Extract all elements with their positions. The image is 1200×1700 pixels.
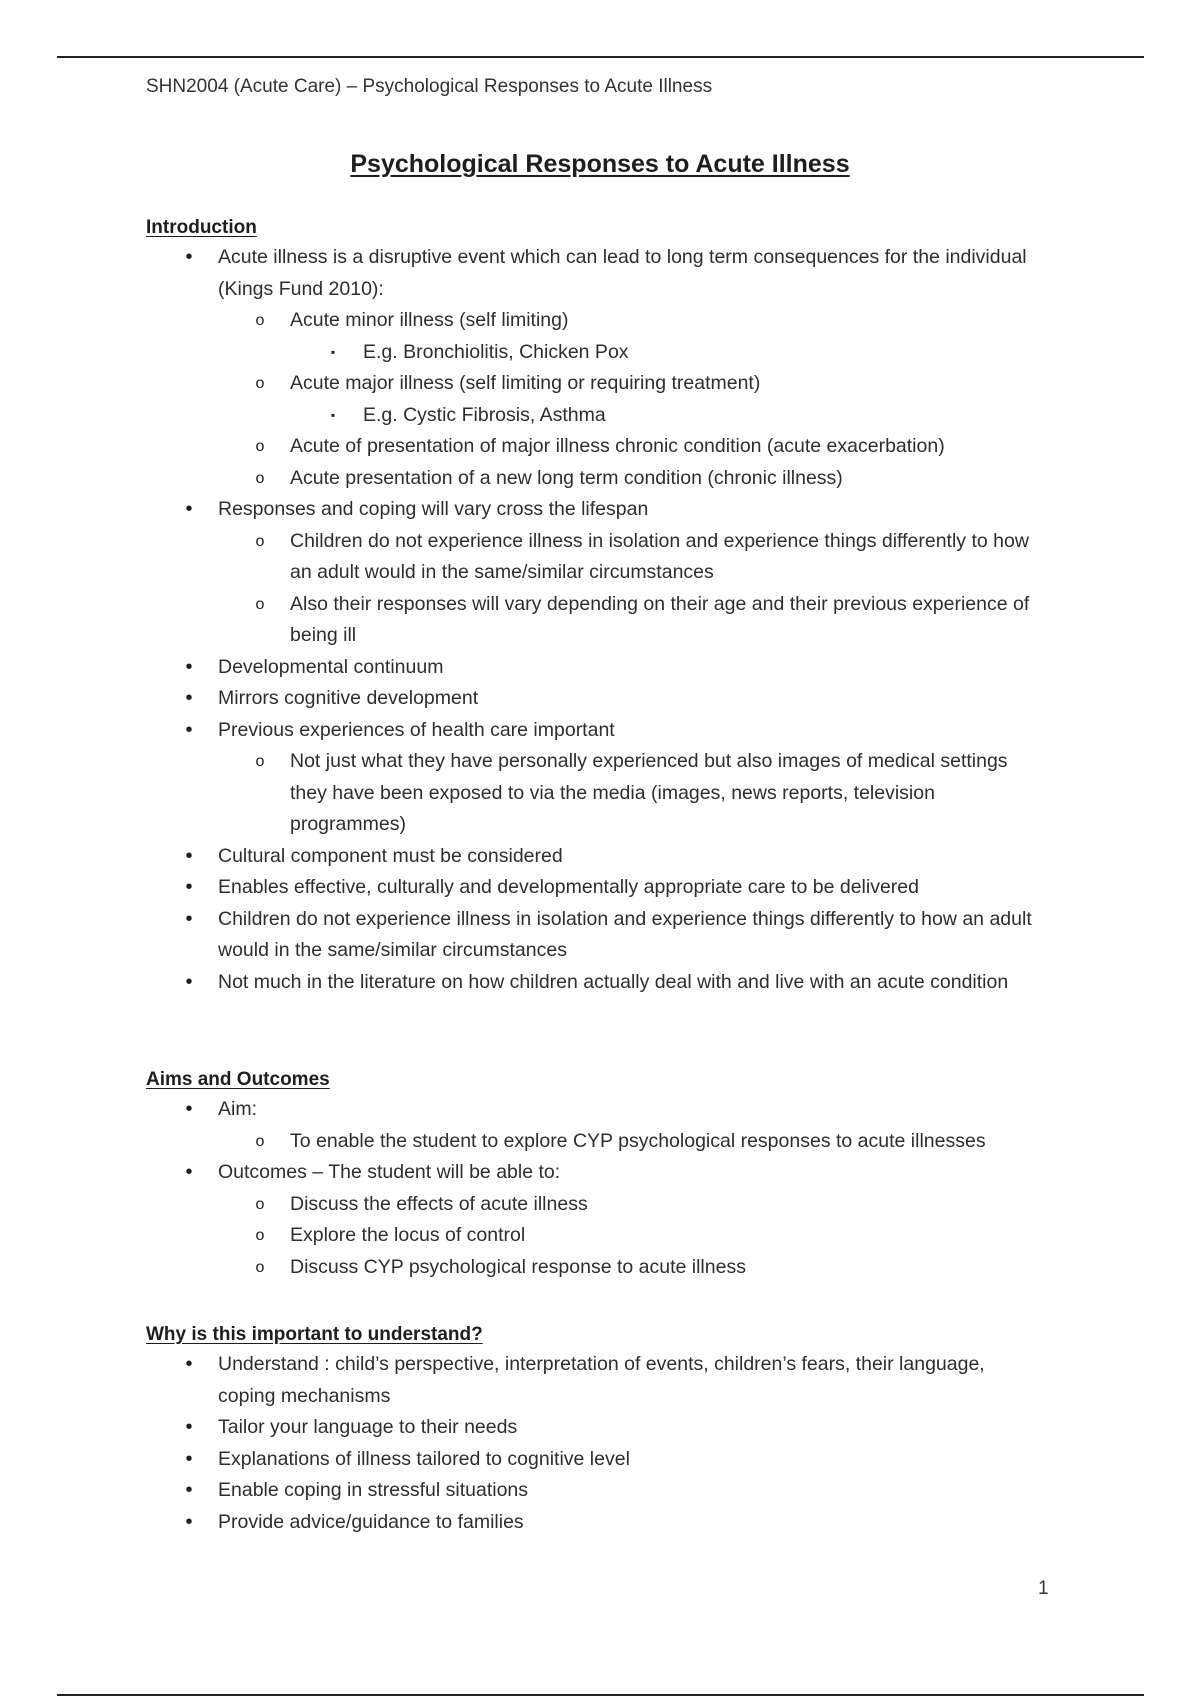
list-item-text: Outcomes – The student will be able to: (218, 1161, 561, 1183)
bullet-icon: • (185, 876, 193, 898)
running-header: SHN2004 (Acute Care) – Psychological Responses to Acute Illness (146, 76, 713, 97)
list-item-text: Acute presentation of a new long term condition (chronic illness) (290, 466, 843, 489)
document-title-text: Psychological Responses to Acute Illness (350, 150, 850, 178)
bullet-icon: • (185, 718, 193, 741)
circle-bullet-icon: o (255, 1227, 265, 1244)
bullet-icon: • (185, 970, 193, 993)
list-item (146, 1189, 1046, 1221)
section-introduction (146, 214, 1046, 998)
bullet-icon: • (185, 687, 193, 709)
list-item (146, 652, 1046, 684)
list-item (146, 589, 1046, 652)
bullet-icon: • (185, 498, 193, 520)
bullet-icon: • (185, 1098, 193, 1120)
bullet-icon: • (185, 1510, 193, 1533)
list-item (146, 1412, 1046, 1444)
section-heading-introduction: Introduction (146, 217, 257, 238)
list-item (146, 1507, 1046, 1539)
header-rule (57, 56, 1144, 58)
list-item-text: Acute minor illness (self limiting) (290, 309, 569, 331)
list-item (146, 1126, 1046, 1158)
document-title (0, 148, 1200, 180)
list-item (146, 526, 1046, 589)
circle-bullet-icon: o (255, 469, 265, 487)
list-item (146, 463, 1046, 495)
circle-bullet-icon: o (255, 595, 265, 613)
bullet-icon: • (185, 1447, 193, 1470)
list-item-text: Cultural component must be considered (218, 844, 563, 867)
list-item-text: Understand : child’s perspective, interpretation of events, children’s fears, their language, coping mechanisms (218, 1353, 985, 1407)
list-item (146, 368, 1046, 400)
list-item-text: Enables effective, culturally and developmentally appropriate care to be delivered (218, 876, 919, 898)
bullet-icon: • (185, 1161, 193, 1183)
list-item (146, 242, 1046, 305)
bullet-icon: • (185, 844, 193, 867)
bullet-icon: • (185, 1416, 193, 1438)
square-bullet-icon: ▪ (330, 407, 336, 422)
list-item-text: To enable the student to explore CYP psychological responses to acute illnesses (290, 1129, 986, 1152)
circle-bullet-icon: o (255, 1258, 265, 1276)
section-heading-aims-outcomes: Aims and Outcomes (146, 1069, 330, 1090)
introduction-list (146, 242, 1046, 998)
list-item (146, 337, 1046, 369)
list-item-text: Responses and coping will vary cross the lifespan (218, 498, 649, 520)
circle-bullet-icon: o (255, 753, 265, 770)
list-item-text: Acute illness is a disruptive event which can lead to long term consequences for the individual (Kings Fund 2010): (218, 246, 1027, 300)
list-item (146, 1157, 1046, 1189)
list-item-text: E.g. Cystic Fibrosis, Asthma (363, 403, 606, 426)
circle-bullet-icon: o (255, 375, 265, 392)
list-item-text: Enable coping in stressful situations (218, 1479, 529, 1501)
list-item-text: Developmental continuum (218, 655, 444, 678)
list-item-text: Aim: (218, 1098, 257, 1120)
bullet-icon: • (185, 907, 193, 930)
list-item-text: Not much in the literature on how children actually deal with and live with an acute condition (218, 970, 1009, 993)
list-item-text: Also their responses will vary depending on their age and their previous experience of being ill (290, 592, 1030, 646)
list-item-text: Previous experiences of health care important (218, 718, 615, 741)
list-item-text: Children do not experience illness in isolation and experience things differently to how an adult would in the same/similar circumstances (290, 529, 1029, 583)
bullet-icon: • (185, 246, 193, 268)
circle-bullet-icon: o (255, 1195, 265, 1213)
list-item (146, 683, 1046, 715)
list-item (146, 1349, 1046, 1412)
bullet-icon: • (185, 1353, 193, 1375)
list-item-text: Explanations of illness tailored to cognitive level (218, 1447, 630, 1470)
list-item-text: Acute of presentation of major illness chronic condition (acute exacerbation) (290, 435, 945, 457)
section-heading-why-important: Why is this important to understand? (146, 1324, 483, 1345)
list-item-text: Discuss the effects of acute illness (290, 1192, 588, 1215)
circle-bullet-icon: o (255, 1132, 265, 1150)
section-why-important (146, 1321, 1046, 1538)
list-item-text: Provide advice/guidance to families (218, 1510, 524, 1533)
list-item-text: Acute major illness (self limiting or requiring treatment) (290, 372, 761, 394)
list-item (146, 305, 1046, 337)
circle-bullet-icon: o (255, 312, 265, 329)
page-number: 1 (1038, 1578, 1049, 1599)
square-bullet-icon: ▪ (330, 344, 336, 359)
list-item (146, 400, 1046, 432)
list-item (146, 1094, 1046, 1126)
circle-bullet-icon: o (255, 532, 265, 550)
list-item-text: Discuss CYP psychological response to acute illness (290, 1255, 746, 1278)
list-item (146, 715, 1046, 747)
circle-bullet-icon: o (255, 438, 265, 455)
list-item (146, 1252, 1046, 1284)
bullet-icon: • (185, 1479, 193, 1501)
list-item (146, 967, 1046, 999)
list-item (146, 904, 1046, 967)
list-item (146, 431, 1046, 463)
why-list (146, 1349, 1046, 1538)
list-item (146, 841, 1046, 873)
bullet-icon: • (185, 655, 193, 678)
list-item-text: Tailor your language to their needs (218, 1416, 518, 1438)
list-item-text: Explore the locus of control (290, 1224, 526, 1246)
section-aims-outcomes (146, 1066, 1046, 1283)
list-item-text: Children do not experience illness in isolation and experience things differently to how an adult would in the same/similar circumstances (218, 907, 1032, 961)
aims-list (146, 1094, 1046, 1283)
list-item (146, 1220, 1046, 1252)
list-item (146, 1475, 1046, 1507)
list-item-text: E.g. Bronchiolitis, Chicken Pox (363, 340, 629, 363)
list-item (146, 746, 1046, 841)
list-item (146, 872, 1046, 904)
list-item-text: Mirrors cognitive development (218, 687, 479, 709)
list-item (146, 494, 1046, 526)
list-item (146, 1444, 1046, 1476)
footer-rule (57, 1694, 1144, 1696)
list-item-text: Not just what they have personally experienced but also images of medical settings they have been exposed to via the media (images, news reports, television programmes) (290, 750, 1008, 835)
